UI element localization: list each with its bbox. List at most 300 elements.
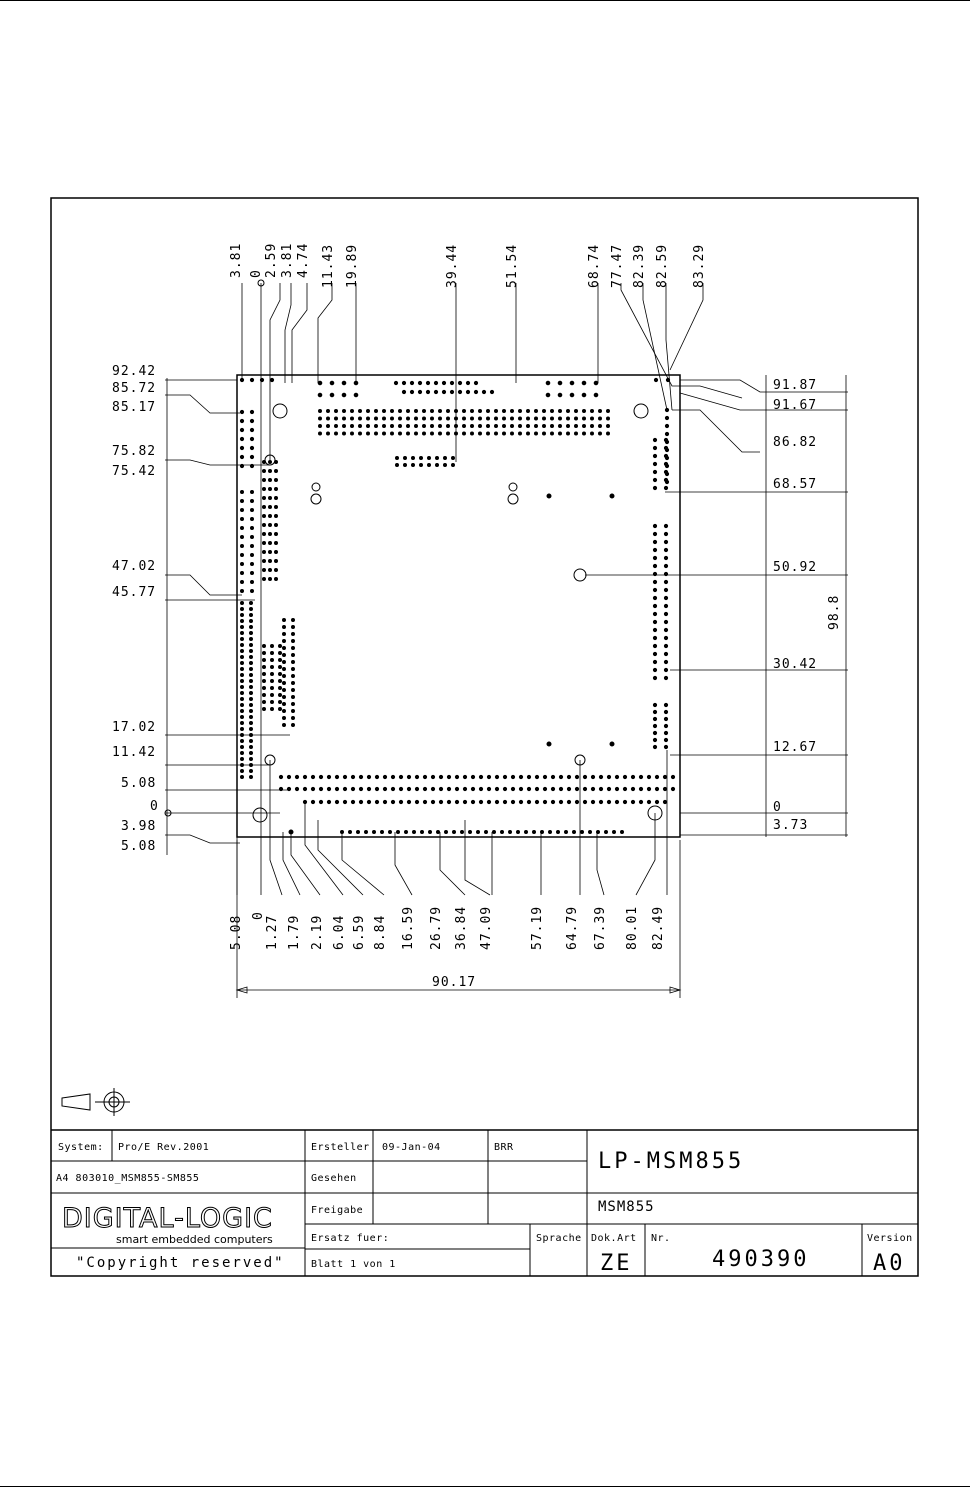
pin-dot (511, 787, 514, 790)
pin-dot (279, 680, 282, 683)
drawing-subtitle: MSM855 (598, 1199, 655, 1215)
pin-dot (527, 432, 530, 435)
pin-dot (664, 564, 667, 567)
pin-dot (426, 390, 429, 393)
dim-right: 91.67 (773, 398, 818, 413)
pin-dot (359, 417, 362, 420)
pin-dot (653, 470, 656, 473)
pin-dot (613, 831, 616, 834)
pin-dot (583, 432, 586, 435)
pin-dot (453, 831, 456, 834)
pin-dot (581, 831, 584, 834)
pin-dot (250, 378, 253, 381)
pin-dot (271, 694, 274, 697)
pin-dot (250, 614, 253, 617)
pin-dot (547, 742, 551, 746)
pin-dot (455, 787, 458, 790)
mounting-hole (253, 808, 267, 822)
pin-dot (269, 578, 272, 581)
pin-dot (607, 425, 610, 428)
pin-dot (664, 710, 667, 713)
pin-dot (241, 698, 244, 701)
leader-line (666, 283, 672, 410)
pin-dot (241, 758, 244, 761)
pin-dot (583, 787, 586, 790)
pin-dot (503, 432, 506, 435)
pin-dot (653, 668, 656, 671)
pin-dot (664, 731, 667, 734)
pin-dot (527, 787, 530, 790)
pin-dot (399, 800, 402, 803)
pin-dot (241, 563, 244, 566)
pin-dot (263, 652, 266, 655)
pin-dot (375, 410, 378, 413)
pin-dot (426, 381, 429, 384)
pin-dot (250, 704, 253, 707)
pin-dot (487, 410, 490, 413)
pin-dot (503, 800, 506, 803)
pin-dot (543, 800, 546, 803)
pin-dot (263, 578, 266, 581)
pin-dot (477, 831, 480, 834)
pin-dot (575, 787, 578, 790)
pin-dot (383, 775, 386, 778)
pin-dot (582, 393, 586, 397)
pin-dot (631, 775, 634, 778)
pin-dot (415, 417, 418, 420)
pin-dot (275, 578, 278, 581)
pin-dot (466, 381, 469, 384)
pin-dot (436, 464, 439, 467)
pin-dot (394, 381, 397, 384)
pin-dot (250, 650, 253, 653)
pin-dot (439, 787, 442, 790)
pin-dot (664, 636, 667, 639)
pin-dot (664, 470, 667, 473)
pin-dot (567, 800, 570, 803)
pin-dot (241, 638, 244, 641)
leader-line (285, 283, 291, 383)
pin-dot (487, 800, 490, 803)
pin-dot (250, 776, 253, 779)
dim-top: 19.89 (345, 243, 360, 288)
pin-dot (423, 800, 426, 803)
pin-dot (327, 410, 330, 413)
pin-dot (517, 831, 520, 834)
pin-dot (283, 710, 286, 713)
pin-dot (607, 787, 610, 790)
nr-label: Nr. (651, 1233, 671, 1244)
pin-dot (412, 457, 415, 460)
pin-dot (439, 425, 442, 428)
pin-dot (431, 787, 434, 790)
pin-dot (567, 425, 570, 428)
pin-dot (250, 446, 253, 449)
dim-right: 68.57 (773, 477, 818, 492)
pin-dot (503, 775, 506, 778)
pin-dot (335, 787, 338, 790)
pin-dot (664, 628, 667, 631)
dim-top: 39.44 (445, 243, 460, 288)
pin-dot (487, 425, 490, 428)
pin-dot (263, 470, 266, 473)
pin-dot (241, 626, 244, 629)
pin-dot (575, 417, 578, 420)
pin-dot (610, 742, 614, 746)
pin-dot (251, 527, 254, 530)
pin-dot (471, 410, 474, 413)
pin-dot (420, 464, 423, 467)
pin-dot (241, 527, 244, 530)
pin-dot (342, 393, 346, 397)
pin-dot (511, 800, 514, 803)
dim-bottom: 8.84 (373, 914, 388, 950)
pin-dot (407, 787, 410, 790)
pin-dot (241, 668, 244, 671)
pin-dot (463, 432, 466, 435)
pin-dot (335, 425, 338, 428)
dim-top: 0 (249, 269, 264, 278)
pin-dot (664, 717, 667, 720)
pin-dot (271, 666, 274, 669)
pin-dot (327, 432, 330, 435)
pin-dot (241, 554, 244, 557)
pin-dot (415, 432, 418, 435)
drawing-frame (51, 198, 918, 1276)
pin-dot (495, 432, 498, 435)
pin-dot (664, 668, 667, 671)
dim-bottom: 26.79 (429, 905, 444, 950)
pin-dot (558, 381, 562, 385)
dim-right: 12.67 (773, 740, 818, 755)
pin-dot (639, 800, 642, 803)
pin-dot (351, 787, 354, 790)
pin-dot (241, 581, 244, 584)
pin-dot (664, 462, 667, 465)
pin-dot (653, 703, 656, 706)
pin-dot (519, 410, 522, 413)
pin-dot (250, 728, 253, 731)
pin-dot (263, 488, 266, 491)
pin-dot (455, 775, 458, 778)
pin-dot (655, 787, 658, 790)
pin-dot (263, 506, 266, 509)
pin-dot (503, 425, 506, 428)
pin-dot (250, 437, 253, 440)
pin-dot (458, 390, 461, 393)
pin-dot (279, 775, 282, 778)
dim-overall-width: 90.17 (432, 975, 477, 990)
pin-dot (292, 682, 295, 685)
pin-dot (519, 775, 522, 778)
pin-dot (292, 640, 295, 643)
pin-dot (607, 800, 610, 803)
pin-dot (653, 486, 656, 489)
system-label: System: (58, 1142, 104, 1153)
pin-dot (367, 425, 370, 428)
pin-dot (250, 758, 253, 761)
pin-dot (330, 393, 334, 397)
pin-dot (607, 432, 610, 435)
pin-dot (471, 787, 474, 790)
bottom-dimensions (229, 840, 680, 998)
pin-dot (413, 831, 416, 834)
pin-dot (415, 787, 418, 790)
pin-dot (431, 775, 434, 778)
pin-dot (240, 410, 243, 413)
pin-dot (664, 588, 667, 591)
pin-dot (412, 464, 415, 467)
pin-dot (535, 432, 538, 435)
pin-dot (551, 425, 554, 428)
pin-dot (450, 390, 453, 393)
pin-dot (263, 666, 266, 669)
mounting-hole (311, 494, 321, 504)
pin-dot (589, 831, 592, 834)
pin-dot (271, 659, 274, 662)
pin-dot (241, 722, 244, 725)
pin-dot (599, 775, 602, 778)
pin-dot (391, 417, 394, 420)
pin-dot (343, 787, 346, 790)
pin-dot (471, 800, 474, 803)
pin-dot (653, 556, 656, 559)
dim-bottom: 6.59 (352, 914, 367, 950)
pin-dot (275, 560, 278, 563)
pin-dot (664, 703, 667, 706)
dim-left: 5.08 (121, 839, 157, 854)
pin-dot (283, 654, 286, 657)
pin-dot (583, 410, 586, 413)
pin-dot (547, 494, 551, 498)
pin-dot (599, 417, 602, 420)
pin-dot (653, 580, 656, 583)
pin-dot (664, 596, 667, 599)
pin-dot (423, 410, 426, 413)
pin-dot (434, 381, 437, 384)
pin-dot (351, 800, 354, 803)
pin-dot (653, 738, 656, 741)
pin-dot (653, 438, 656, 441)
pin-dot (383, 417, 386, 420)
pin-dot (503, 417, 506, 420)
dim-bottom: 64.79 (565, 905, 580, 950)
pin-dot (610, 494, 614, 498)
pin-dot (292, 703, 295, 706)
pin-dot (283, 696, 286, 699)
pin-dot (241, 674, 244, 677)
pin-dot (351, 432, 354, 435)
dim-bottom: 1.79 (287, 914, 302, 950)
pin-dot (241, 656, 244, 659)
pin-dot (391, 800, 394, 803)
pin-dot (263, 479, 266, 482)
pin-dot (519, 432, 522, 435)
pin-dot (415, 410, 418, 413)
pin-dot (623, 787, 626, 790)
pin-dot (415, 800, 418, 803)
dim-left: 45.77 (112, 585, 157, 600)
dim-bottom: 47.09 (479, 905, 494, 950)
leader-line (305, 802, 343, 895)
pin-dot (283, 703, 286, 706)
leader-line (165, 460, 270, 465)
pin-dot (283, 633, 286, 636)
pin-dot (653, 524, 656, 527)
pin-dot (557, 831, 560, 834)
dim-bottom: 57.19 (530, 905, 545, 950)
pin-dot (653, 612, 656, 615)
dim-bottom: 16.59 (401, 905, 416, 950)
dim-right: 91.87 (773, 378, 818, 393)
pin-dot (399, 787, 402, 790)
pin-dot (283, 682, 286, 685)
pin-dot (551, 432, 554, 435)
pin-dot (279, 645, 282, 648)
pin-dot (250, 686, 253, 689)
pin-dot (519, 417, 522, 420)
pin-dot (487, 775, 490, 778)
pin-dot (241, 536, 244, 539)
drawing-title: LP-MSM855 (598, 1149, 745, 1174)
pin-dot (575, 410, 578, 413)
pin-dot (653, 660, 656, 663)
pin-dot (599, 800, 602, 803)
pin-dot (623, 775, 626, 778)
pin-dot (664, 532, 667, 535)
company-tagline: smart embedded computers (116, 1233, 273, 1246)
pin-dot (543, 432, 546, 435)
pin-dot (240, 378, 243, 381)
pin-dot (404, 464, 407, 467)
pin-dot (318, 393, 322, 397)
pin-dot (389, 831, 392, 834)
pin-dot (349, 831, 352, 834)
pin-dot (269, 524, 272, 527)
pin-dot (407, 410, 410, 413)
pin-dot (269, 551, 272, 554)
pin-dot (594, 393, 598, 397)
pin-dot (271, 680, 274, 683)
dim-left: 85.72 (112, 381, 157, 396)
pin-dot (653, 564, 656, 567)
pin-dot (271, 708, 274, 711)
pin-dot (535, 417, 538, 420)
pin-dot (250, 608, 253, 611)
pin-dot (466, 390, 469, 393)
pin-dot (511, 410, 514, 413)
pin-dot (250, 428, 253, 431)
pin-dot (410, 381, 413, 384)
pin-dot (511, 432, 514, 435)
dim-top: 4.74 (296, 242, 311, 278)
blatt-text: Blatt 1 von 1 (311, 1259, 396, 1270)
pin-dot (511, 425, 514, 428)
pin-dot (447, 800, 450, 803)
pin-dot (631, 787, 634, 790)
company-logo: DIGITAL-LOGIC (62, 1203, 273, 1234)
pin-dot (250, 680, 253, 683)
pin-dot (607, 410, 610, 413)
pin-dot (663, 800, 666, 803)
pin-dot (283, 640, 286, 643)
pin-dot (664, 660, 667, 663)
pin-dot (431, 425, 434, 428)
pin-dot (279, 659, 282, 662)
leader-line (395, 832, 412, 895)
pin-dot (250, 662, 253, 665)
pin-dot (327, 800, 330, 803)
leader-line (292, 283, 307, 383)
pin-dot (269, 533, 272, 536)
pin-dot (250, 692, 253, 695)
pin-dot (263, 701, 266, 704)
pin-dot (311, 787, 314, 790)
pin-dot (359, 410, 362, 413)
pin-dot (663, 787, 666, 790)
pin-dot (558, 393, 562, 397)
pin-dot (397, 831, 400, 834)
pin-dot (250, 674, 253, 677)
pin-dot (271, 673, 274, 676)
pin-dot (399, 410, 402, 413)
pin-dot (240, 437, 243, 440)
pin-dot (444, 464, 447, 467)
dim-left: 92.42 (112, 364, 157, 379)
pin-dot (250, 644, 253, 647)
pin-dot (250, 410, 253, 413)
leader-line (165, 575, 242, 595)
pin-dot (375, 432, 378, 435)
pin-dot (654, 378, 657, 381)
pin-dot (479, 410, 482, 413)
pin-dot (407, 775, 410, 778)
pin-dot (559, 417, 562, 420)
pin-dot (452, 464, 455, 467)
pin-dot (471, 425, 474, 428)
dim-top: 2.59 (264, 242, 279, 278)
pin-dot (271, 687, 274, 690)
pin-dot (664, 548, 667, 551)
pin-dot (423, 775, 426, 778)
pin-dot (250, 602, 253, 605)
pin-dot (240, 446, 243, 449)
pin-dot (615, 775, 618, 778)
pin-dot (405, 831, 408, 834)
pin-dot (342, 381, 346, 385)
pin-dot (283, 668, 286, 671)
dim-left: 75.42 (112, 464, 157, 479)
pin-dot (241, 770, 244, 773)
pin-dot (263, 659, 266, 662)
pin-dot (279, 673, 282, 676)
pin-dot (495, 787, 498, 790)
pin-dot (295, 787, 298, 790)
pin-dot (250, 638, 253, 641)
pin-dot (241, 662, 244, 665)
pin-dot (269, 515, 272, 518)
pin-dot (359, 800, 362, 803)
pin-dot (664, 446, 667, 449)
pin-dot (482, 390, 485, 393)
pin-dot (275, 488, 278, 491)
pin-dot (240, 428, 243, 431)
dim-left: 85.17 (112, 400, 157, 415)
pin-dot (410, 390, 413, 393)
pin-dot (241, 776, 244, 779)
pin-dot (549, 831, 552, 834)
pin-dot (295, 775, 298, 778)
